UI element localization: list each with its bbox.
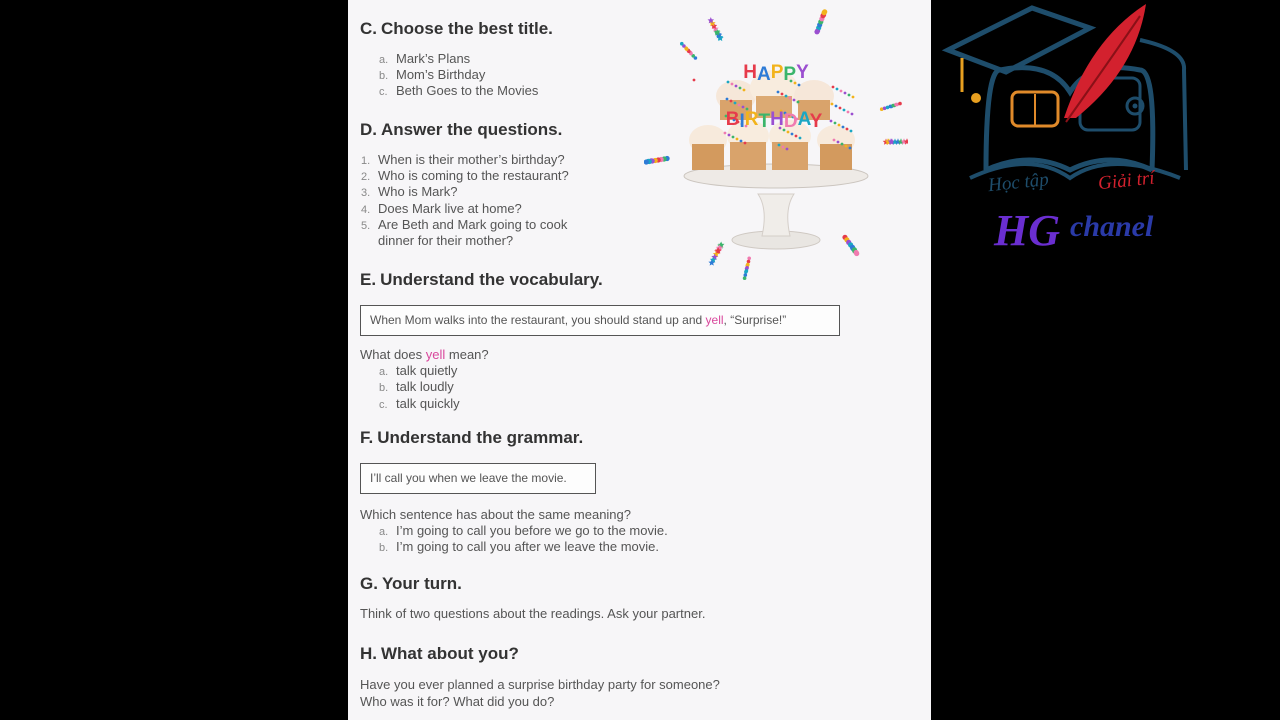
about-you-line-1: Have you ever planned a surprise birthday party for someone? — [360, 677, 720, 692]
sprinkle — [739, 87, 742, 90]
sprinkle — [728, 134, 731, 137]
sprinkle — [735, 85, 738, 88]
vocabulary-question: What does yell mean? — [360, 347, 489, 362]
sprinkle — [845, 145, 848, 148]
sprinkle — [740, 140, 743, 143]
confetti-piece — [744, 273, 748, 277]
sprinkle — [777, 91, 780, 94]
confetti-piece — [822, 10, 827, 15]
sprinkle — [849, 147, 852, 150]
option-f-b: b. I’m going to call you after we leave the movie. — [379, 539, 660, 554]
confetti-piece — [814, 29, 819, 34]
sprinkle — [839, 107, 842, 110]
sprinkle — [833, 139, 836, 142]
sprinkle — [830, 120, 833, 123]
logo-text-learn: Học tập — [987, 169, 1050, 197]
sprinkle — [693, 79, 696, 82]
highlighted-word: yell — [705, 313, 724, 327]
confetti-piece — [746, 263, 750, 267]
birthday-cake-image — [644, 4, 908, 280]
option-c-c: c. Beth Goes to the Movies — [379, 83, 539, 98]
question-2: 2. Who is coming to the restaurant? — [361, 168, 569, 183]
sprinkle — [782, 146, 785, 149]
textbook-page — [348, 0, 931, 720]
sprinkle — [832, 86, 835, 89]
confetti-piece — [898, 102, 902, 106]
sprinkle — [744, 142, 747, 145]
option-e-a: a. talk quietly — [379, 363, 458, 378]
sprinkle — [778, 144, 781, 147]
sprinkle — [834, 122, 837, 125]
highlighted-word: yell — [425, 347, 446, 362]
sprinkle — [727, 81, 730, 84]
sprinkle — [797, 101, 800, 104]
confetti-piece — [745, 266, 749, 270]
confetti-piece — [747, 260, 751, 264]
confetti-piece — [854, 250, 859, 255]
confetti-piece — [743, 276, 747, 280]
channel-logo — [940, 0, 1190, 268]
grammar-box: I’ll call you when we leave the movie. — [360, 463, 596, 494]
option-c-a: a. Mark’s Plans — [379, 51, 471, 66]
sprinkle — [847, 111, 850, 114]
sprinkle — [799, 137, 802, 140]
sprinkle — [840, 90, 843, 93]
question-1: 1. When is their mother’s birthday? — [361, 152, 565, 167]
sprinkle — [851, 113, 854, 116]
section-f-heading: F. Understand the grammar. — [360, 428, 584, 447]
sprinkle — [734, 102, 737, 105]
sprinkle — [838, 124, 841, 127]
sprinkle — [852, 96, 855, 99]
sprinkle — [798, 84, 801, 87]
sprinkle — [850, 130, 853, 133]
about-you-line-2: Who was it for? What did you do? — [360, 694, 555, 709]
option-c-b: b. Mom’s Birthday — [379, 67, 486, 82]
sprinkle — [842, 126, 845, 129]
sprinkle — [791, 133, 794, 136]
sprinkle — [732, 136, 735, 139]
happy-candles: HAPPY — [743, 62, 809, 85]
your-turn-text: Think of two questions about the readings. Ask your partner. — [360, 606, 706, 621]
option-f-a: a. I’m going to call you before we go to the movie. — [379, 523, 668, 538]
confetti-piece — [747, 257, 751, 261]
sprinkle — [835, 105, 838, 108]
grammar-question: Which sentence has about the same meaning? — [360, 507, 632, 522]
section-d-heading: D. Answer the questions. — [360, 120, 563, 139]
sprinkle — [736, 138, 739, 141]
section-c-heading: C. Choose the best title. — [360, 19, 553, 38]
sprinkle — [843, 109, 846, 112]
confetti-piece — [680, 42, 684, 46]
question-5: 5. Are Beth and Mark going to cook — [361, 217, 568, 232]
vocabulary-box: When Mom walks into the restaurant, you should stand up and yell, “Surprise!” — [360, 305, 840, 336]
option-e-c: c. talk quickly — [379, 396, 460, 411]
graduation-cap-icon — [948, 8, 1090, 72]
birthday-candles: BIRTHDAY — [725, 109, 823, 132]
logo-initials: HG — [994, 206, 1060, 255]
sprinkle — [836, 88, 839, 91]
sprinkle — [742, 106, 745, 109]
logo-text-entertain: Giải trí — [1097, 167, 1156, 195]
confetti-piece — [894, 103, 898, 107]
logo-brand-name: chanel — [1070, 210, 1154, 243]
sprinkle — [743, 89, 746, 92]
question-5-cont: dinner for their mother? — [378, 233, 514, 248]
sprinkle — [789, 97, 792, 100]
sprinkle — [726, 98, 729, 101]
question-3: 3. Who is Mark? — [361, 184, 458, 199]
sprinkle — [846, 128, 849, 131]
sprinkle — [848, 94, 851, 97]
sprinkle — [837, 141, 840, 144]
sprinkle — [831, 103, 834, 106]
question-4: 4. Does Mark live at home? — [361, 201, 522, 216]
sprinkle — [781, 93, 784, 96]
sprinkle — [731, 83, 734, 86]
section-h-heading: H. What about you? — [360, 644, 519, 663]
sprinkle — [738, 104, 741, 107]
sprinkle — [795, 135, 798, 138]
sprinkle — [786, 148, 789, 151]
sprinkle — [844, 92, 847, 95]
sprinkle — [730, 100, 733, 103]
option-e-b: b. talk loudly — [379, 379, 454, 394]
sprinkle — [841, 143, 844, 146]
sprinkle — [724, 132, 727, 135]
section-g-heading: G. Your turn. — [360, 574, 462, 593]
confetti-piece — [745, 269, 749, 273]
sprinkle — [785, 95, 788, 98]
section-e-heading: E. Understand the vocabulary. — [360, 270, 603, 289]
confetti-piece — [685, 47, 689, 51]
sprinkle — [793, 99, 796, 102]
